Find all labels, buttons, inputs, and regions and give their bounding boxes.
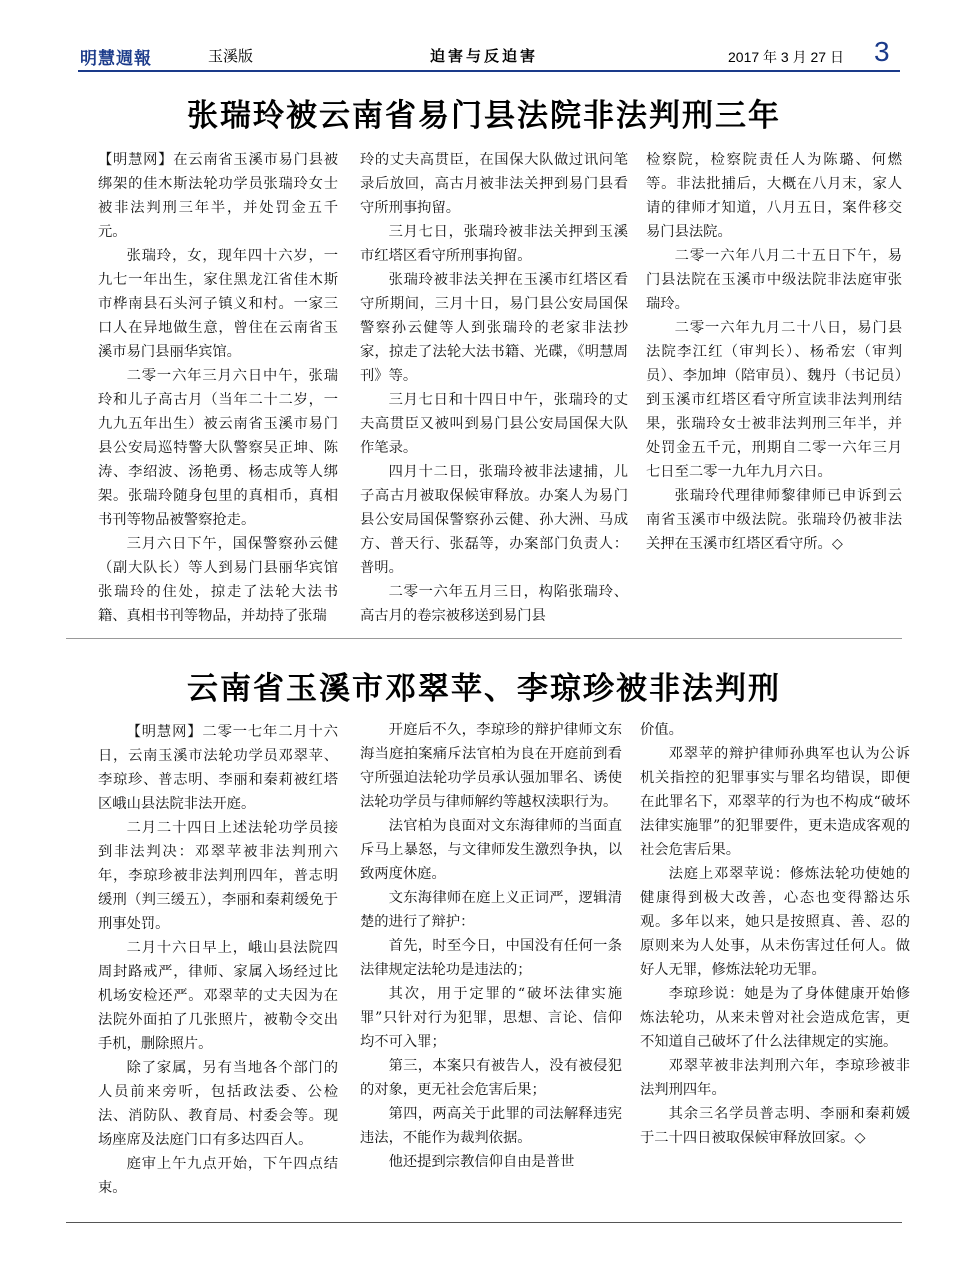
article-1-column-3 — [646, 148, 902, 556]
header-rule — [78, 70, 900, 72]
paragraph: 法官柏为良面对文东海律师的当面直斥马上暴怒，与文律师发生激烈争执，以致两度休庭。 — [360, 818, 622, 882]
article-2-column-2 — [360, 718, 622, 1174]
paragraph: 二月十六日早上，峨山县法院四周封路戒严，律师、家属入场经过比机场安检还严。邓翠苹的丈夫因为在法院外面拍了几张照片，被勒令交出手机，删除照片。 — [98, 940, 338, 1052]
paragraph: 价值。 — [640, 722, 683, 738]
paragraph: 【明慧网】二零一七年二月十六日，云南玉溪市法轮功学员邓翠苹、李琼珍、普志明、李丽和秦莉被红塔区峨山县法院非法开庭。 — [98, 724, 338, 812]
masthead-logo: 明慧週報 — [80, 49, 152, 69]
paragraph: 检察院，检察院责任人为陈璐、何燃等。非法批捕后，大概在八月末，家人请的律师才知道，八月五日，案件移交易门县法院。 — [646, 152, 902, 240]
paragraph: 他还提到宗教信仰自由是普世 — [388, 1154, 575, 1170]
paragraph: 【明慧网】在云南省玉溪市易门县被绑架的佳木斯法轮功学员张瑞玲女士被非法判刑三年半，并处罚金五千元。 — [98, 152, 338, 240]
article-divider — [66, 638, 902, 639]
paragraph: 其次，用于定罪的“破坏法律实施罪”只针对行为犯罪，思想、言论、信仰均不可入罪； — [360, 986, 622, 1050]
paragraph: 第三，本案只有被告人，没有被侵犯的对象，更无社会危害后果； — [360, 1058, 622, 1098]
paragraph: 李琼珍说：她是为了身体健康开始修炼法轮功，从来未曾对社会造成危害，更不知道自己破坏了什么法律规定的实施。 — [640, 986, 910, 1050]
paragraph: 张瑞玲被非法关押在玉溪市红塔区看守所期间，三月十日，易门县公安局国保警察孙云健等人到张瑞玲的老家非法抄家，掠走了法轮大法书籍、光碟，《明慧周刊》等。 — [360, 272, 628, 384]
paragraph: 三月七日，张瑞玲被非法关押到玉溪市红塔区看守所刑事拘留。 — [360, 224, 628, 264]
section-title: 迫害与反迫害 — [430, 47, 539, 65]
issue-date: 2017 年 3 月 27 日 — [728, 49, 844, 65]
article-1-title: 张瑞玲被云南省易门县法院非法判刑三年 — [187, 98, 781, 134]
paragraph: 玲的丈夫高贯臣，在国保大队做过讯问笔录后放回，高古月被非法关押到易门县看守所刑事拘留。 — [360, 152, 628, 216]
paragraph: 三月六日下午，国保警察孙云健（副大队长）等人到易门县丽华宾馆张瑞玲的住处，掠走了法轮大法书籍、真相书刊等物品，并劫持了张瑞 — [98, 536, 338, 624]
article-2-title: 云南省玉溪市邓翠苹、李琼珍被非法判刑 — [187, 671, 781, 707]
article-1-column-2 — [360, 148, 628, 628]
paragraph: 二零一六年三月六日中午，张瑞玲和儿子高古月（当年二十二岁，一九九五年出生）被云南省玉溪市易门县公安局巡特警大队警察吴正坤、陈涛、李绍波、汤艳勇、杨志成等人绑架。张瑞玲随身包里的真相币，真相书刊等物品被警察抢走。 — [98, 368, 338, 528]
paragraph: 除了家属，另有当地各个部门的人员前来旁听，包括政法委、公检法、消防队、教育局、村委会等。现场座席及法庭门口有多达四百人。 — [98, 1060, 338, 1148]
paragraph: 邓翠苹的辩护律师孙典军也认为公诉机关指控的犯罪事实与罪名均错误，即便在此罪名下，邓翠苹的行为也不构成“破坏法律实施罪”的犯罪要件，更未造成客观的社会危害后果。 — [640, 746, 910, 858]
paragraph: 其余三名学员普志明、李丽和秦莉媛于二十四日被取保候审释放回家。◇ — [640, 1106, 910, 1146]
footer-rule — [66, 1222, 902, 1223]
edition-label: 玉溪版 — [208, 47, 254, 65]
paragraph: 四月十二日，张瑞玲被非法逮捕，儿子高古月被取保候审释放。办案人为易门县公安局国保警察孙云健、孙大洲、马成方、普天行、张磊等，办案部门负责人：普明。 — [360, 464, 628, 576]
paragraph: 三月七日和十四日中午，张瑞玲的丈夫高贯臣又被叫到易门县公安局国保大队作笔录。 — [360, 392, 628, 456]
paragraph: 张瑞玲，女，现年四十六岁，一九七一年出生，家住黑龙江省佳木斯市桦南县石头河子镇义和村。一家三口人在异地做生意，曾住在云南省玉溪市易门县丽华宾馆。 — [98, 248, 338, 360]
article-2-column-1 — [98, 720, 338, 1200]
paragraph: 二月二十四日上述法轮功学员接到非法判决：邓翠苹被非法判刑六年，李琼珍被非法判刑四年，普志明缓刑（判三缓五），李丽和秦莉缓免于刑事处罚。 — [98, 820, 338, 932]
paragraph: 张瑞玲代理律师黎律师已申诉到云南省玉溪市中级法院。张瑞玲仍被非法关押在玉溪市红塔区看守所。◇ — [646, 488, 902, 552]
page-number: 3 — [874, 36, 890, 67]
paragraph: 邓翠苹被非法判刑六年，李琼珍被非法判刑四年。 — [640, 1058, 910, 1098]
paragraph: 二零一六年九月二十八日，易门县法院李江红（审判长）、杨希宏（审判员）、李加坤（陪审员）、魏丹（书记员）到玉溪市红塔区看守所宣读非法判刑结果，张瑞玲女士被非法判刑三年半，并处罚金五千元，刑期自二零一六年三月七日至二零一九年九月六日。 — [646, 320, 902, 480]
paragraph: 开庭后不久，李琼珍的辩护律师文东海当庭拍案痛斥法官柏为良在开庭前到看守所强迫法轮功学员承认强加罪名、诱使法轮功学员与律师解约等越权渎职行为。 — [360, 722, 622, 810]
paragraph: 法庭上邓翠苹说：修炼法轮功使她的健康得到极大改善，心态也变得豁达乐观。多年以来，她只是按照真、善、忍的原则来为人处事，从未伤害过任何人。做好人无罪，修炼法轮功无罪。 — [640, 866, 910, 978]
article-1-column-1 — [98, 148, 338, 628]
paragraph: 庭审上午九点开始，下午四点结束。 — [98, 1156, 338, 1196]
paragraph: 文东海律师在庭上义正词严，逻辑清楚的进行了辩护： — [360, 890, 622, 930]
article-2-column-3 — [640, 718, 910, 1150]
paragraph: 第四，两高关于此罪的司法解释违宪违法，不能作为裁判依据。 — [360, 1106, 622, 1146]
paragraph: 二零一六年八月二十五日下午，易门县法院在玉溪市中级法院非法庭审张瑞玲。 — [646, 248, 902, 312]
paragraph: 二零一六年五月三日，构陷张瑞玲、高古月的卷宗被移送到易门县 — [360, 584, 628, 624]
paragraph: 首先，时至今日，中国没有任何一条法律规定法轮功是违法的； — [360, 938, 622, 978]
